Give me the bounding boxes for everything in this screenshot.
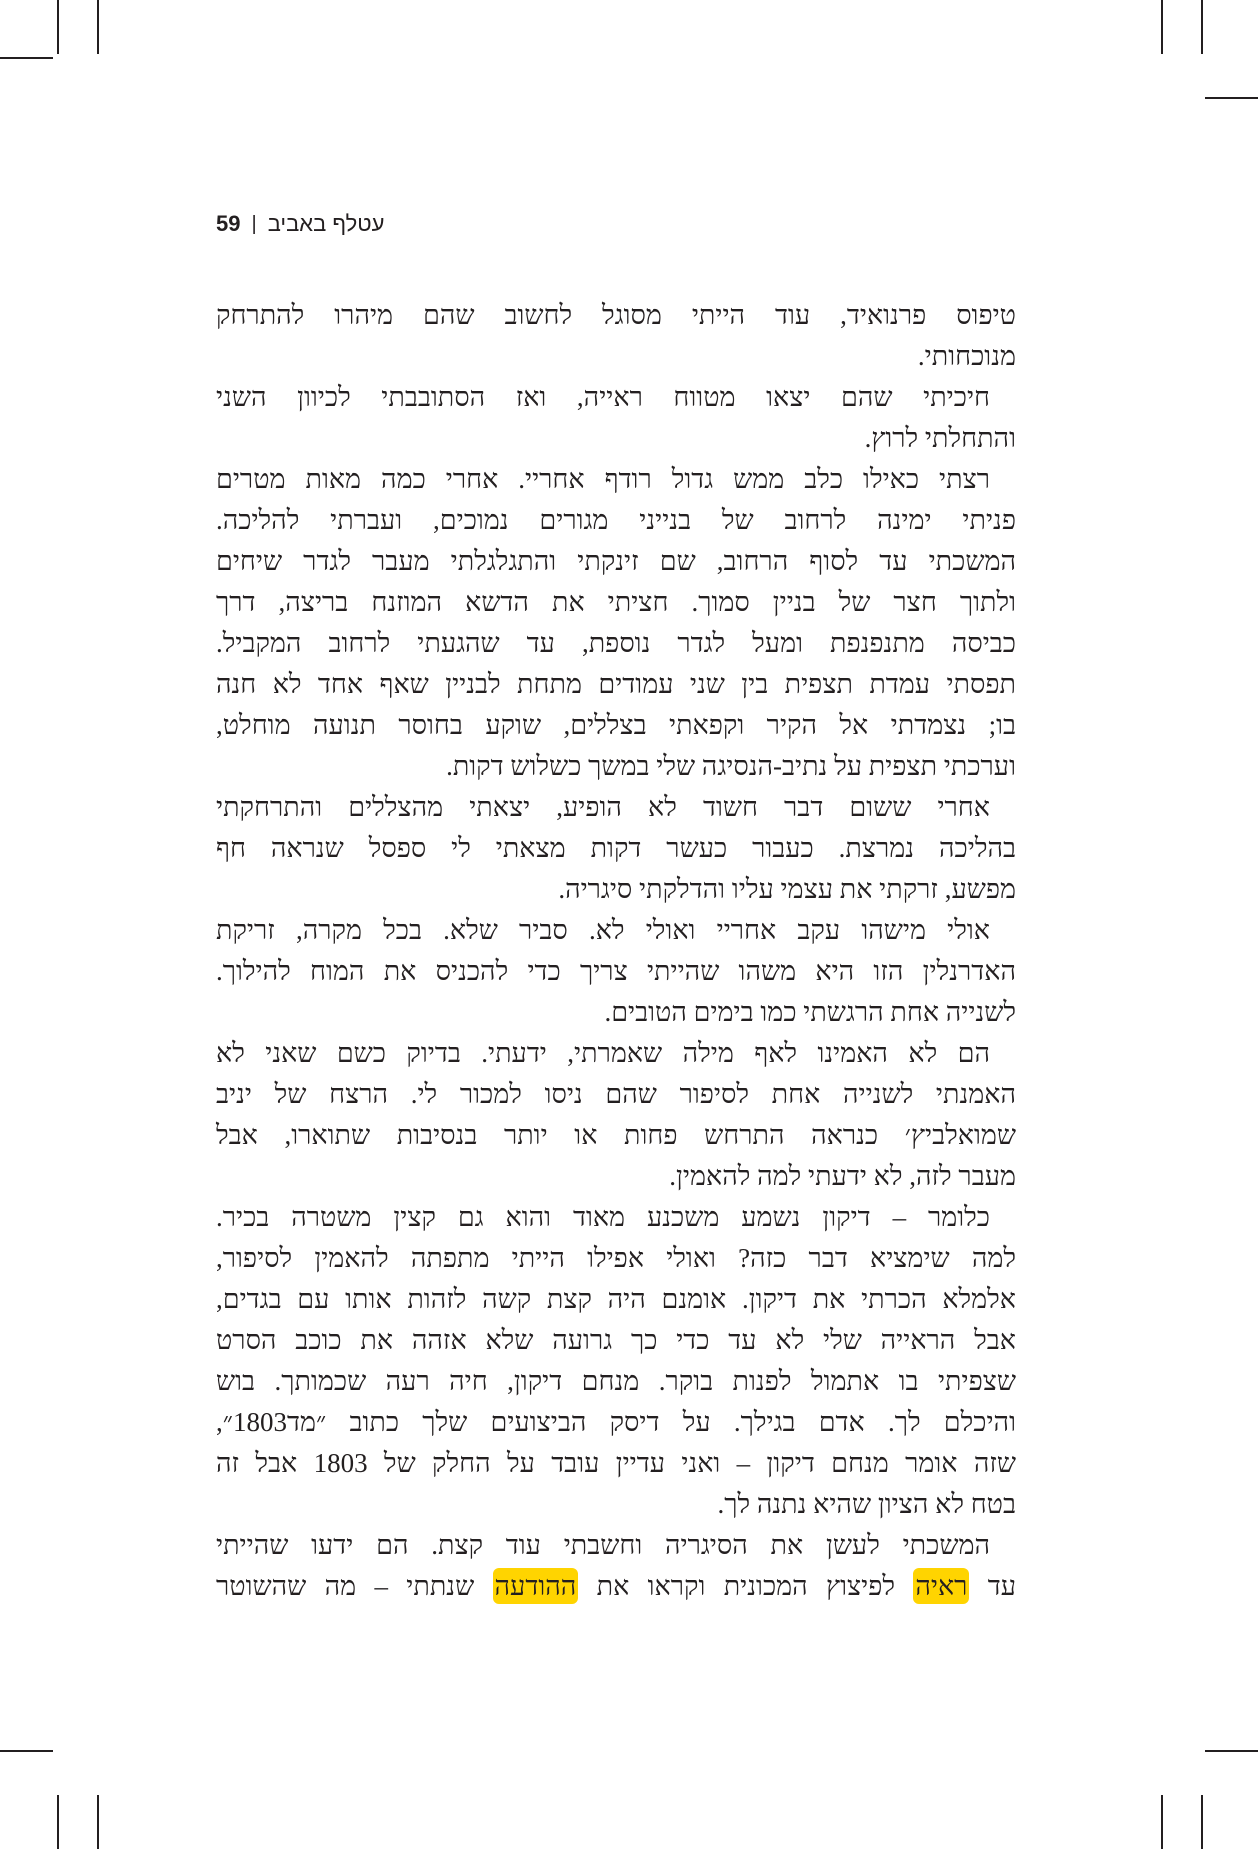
text-line: מפשע, זרקתי את עצמי עליו והדלקתי סיגריה. <box>558 874 1016 904</box>
text-line: בו; נצמדתי אל הקיר וקפאתי בצללים, שוקע בחוסר תנועה מוחלט, <box>216 710 1016 740</box>
text-line: רצתי כאילו כלב ממש גדול רודף אחריי. אחרי כמה מאות מטרים <box>216 464 990 494</box>
paragraph <box>216 1197 1016 1525</box>
crop-mark <box>97 0 99 54</box>
text-segment: לפיצוץ המכונית וקראו את <box>578 1571 914 1601</box>
crop-mark <box>1161 1795 1163 1849</box>
highlighted-word: ראיה <box>913 1568 969 1604</box>
text-line: וערכתי תצפית על נתיב-הנסיגה שלי במשך כשלוש דקות. <box>446 751 1016 781</box>
text-line: חיכיתי שהם יצאו מטווח ראייה, ואז הסתובבתי לכיוון השני <box>216 382 990 412</box>
text-line: האמנתי לשנייה אחת לסיפור שהם ניסו למכור לי. הרצח של יניב <box>216 1079 1016 1109</box>
running-header-separator: | <box>251 213 257 235</box>
text-line: אולי מישהו עקב אחריי ואולי לא. סביר שלא. בכל מקרה, זריקת <box>216 915 990 945</box>
paragraph <box>216 377 1016 459</box>
text-line: מעבר לזה, לא ידעתי למה להאמין. <box>669 1161 1016 1191</box>
body-text <box>216 295 1016 1607</box>
paragraph <box>216 459 1016 787</box>
crop-mark <box>1201 1795 1203 1849</box>
text-line: אלמלא הכרתי את דיקון. אומנם היה קצת קשה לזהות אותו עם בגדים, <box>216 1284 1016 1314</box>
text-line: והתחלתי לרוץ. <box>864 423 1016 453</box>
text-line: כביסה מתנפנפת ומעל לגדר נוספת, עד שהגעתי לרחוב המקביל. <box>216 628 1016 658</box>
paragraph <box>216 910 1016 1033</box>
crop-mark <box>1205 1750 1258 1752</box>
paragraph <box>216 1033 1016 1197</box>
text-line: והיכלם לך. אדם בגילך. על דיסק הביצועים שלך כתוב ״מד1803״, <box>216 1407 1016 1437</box>
text-line: למה שימציא דבר כזה? ואולי אפילו הייתי מתפתה להאמין לסיפור, <box>216 1243 1016 1273</box>
text-line: שמואלביץ׳ כנראה התרחש פחות או יותר בנסיבות שתוארו, אבל <box>216 1120 1016 1150</box>
text-line: אחרי ששום דבר חשוד לא הופיע, יצאתי מהצללים והתרחקתי <box>216 792 990 822</box>
crop-mark <box>57 0 59 54</box>
running-header-title: עטלף באביב <box>267 211 385 236</box>
paragraph <box>216 1525 1016 1607</box>
text-line: האדרנלין הזו היא משהו שהייתי צריך כדי להכניס את המוח להילוך. <box>216 956 1016 986</box>
text-line: שזה אומר מנחם דיקון – ואני עדיין עובד על החלק של 1803 אבל זה <box>216 1448 1016 1478</box>
text-line: ולתוך חצר של בניין סמוך. חציתי את הדשא המוזנח בריצה, דרך <box>216 587 1016 617</box>
text-segment: עד <box>969 1571 1017 1601</box>
text-line: אבל הראייה שלי לא עד כדי כך גרועה שלא אזהה את כוכב הסרט <box>216 1325 1016 1355</box>
text-line: בטח לא הציון שהיא נתנה לך. <box>717 1489 1016 1519</box>
text-line: בהליכה נמרצת. כעבור כעשר דקות מצאתי לי ספסל שנראה חף <box>216 833 1016 863</box>
text-line: המשכתי עד לסוף הרחוב, שם זינקתי והתגלגלתי מעבר לגדר שיחים <box>216 546 1016 576</box>
text-line: פניתי ימינה לרחוב של בנייני מגורים נמוכים, ועברתי להליכה. <box>216 505 1016 535</box>
crop-mark <box>1161 0 1163 54</box>
crop-mark <box>1205 97 1258 99</box>
running-header <box>216 210 384 238</box>
text-line: טיפוס פרנואיד, עוד הייתי מסוגל לחשוב שהם מיהרו להתרחק <box>216 300 1016 330</box>
text-line: תפסתי עמדת תצפית בין שני עמודים מתחת לבניין שאף אחד לא חנה <box>216 669 1016 699</box>
page-number: 59 <box>216 211 241 236</box>
highlighted-word: ההודעה <box>493 1568 579 1604</box>
text-line: הם לא האמינו לאף מילה שאמרתי, ידעתי. בדיוק כשם שאני לא <box>216 1038 990 1068</box>
crop-mark <box>97 1795 99 1849</box>
crop-mark <box>1201 0 1203 54</box>
text-line <box>216 1566 1016 1607</box>
text-line: מנוכחותי. <box>917 341 1016 371</box>
text-line: כלומר – דיקון נשמע משכנע מאוד והוא גם קצין משטרה בכיר. <box>216 1202 990 1232</box>
text-line: המשכתי לעשן את הסיגריה וחשבתי עוד קצת. הם ידעו שהייתי <box>216 1530 990 1560</box>
crop-mark <box>0 57 53 59</box>
text-line: שצפיתי בו אתמול לפנות בוקר. מנחם דיקון, חיה רעה שכמותך. בוש <box>216 1366 1016 1396</box>
paragraph <box>216 787 1016 910</box>
crop-mark <box>57 1795 59 1849</box>
text-line: לשנייה אחת הרגשתי כמו בימים הטובים. <box>604 997 1016 1027</box>
text-segment: שנתתי – מה שהשוטר <box>216 1571 493 1601</box>
paragraph <box>216 295 1016 377</box>
crop-mark <box>0 1750 53 1752</box>
